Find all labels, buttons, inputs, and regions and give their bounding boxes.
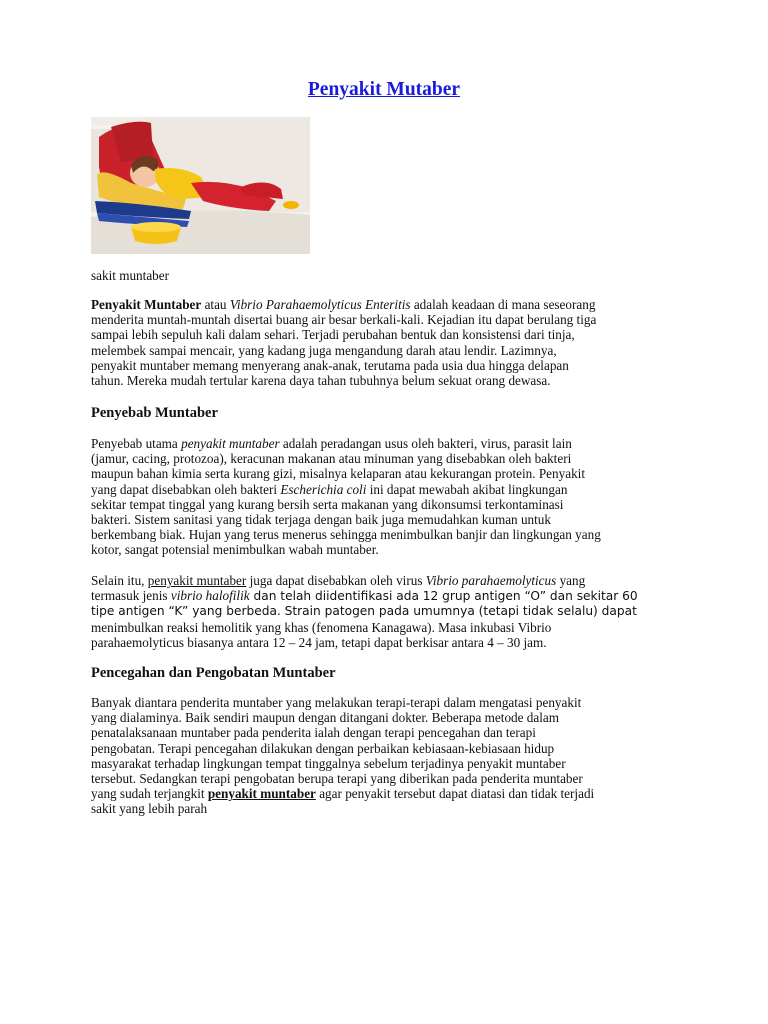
penyebab-paragraph-1: Penyebab utama penyakit muntaber adalah peradangan usus oleh bakteri, virus, parasit lain (jamur, cacing, protozoa), keracunan makanan atau minuman yang disebabkan oleh bakteri maupun bahan kimia serta kurang gizi, misalnya kelaparan atau kekurangan protein. Penyakit yang dapat disebabkan oleh bakteri Escherichia coli ini dapat mewabah akibat lingkungan sekitar tempat tinggal yang kurang bersih serta makanan yang dikonsumsi terkontaminasi bakteri. Sistem sanitasi yang tidak terjaga dengan baik juga memudahkan kuman untuk berkembang biak. Hujan yang terus menerus sehingga menimbulkan banjir dan lingkungan yang kotor, sangat potensial menimbulkan wabah muntaber.: [91, 436, 601, 558]
page-title[interactable]: Penyakit Mutaber: [307, 79, 461, 100]
intro-lead-bold: Penyakit Muntaber: [91, 297, 202, 312]
pencegahan-paragraph: Banyak diantara penderita muntaber yang melakukan terapi-terapi dalam mengatasi penyakit yang dialaminya. Baik sendiri maupun dengan ditangani dokter. Beberapa metode dalam penatalaksanaan muntaber pada penderita ialah dengan terapi pencegahan dan terapi pengobatan. Terapi pencegahan dilakukan dengan perbaikan kebiasaan-kebiasaan hidup masyarakat terhadap lingkungan tempat tinggalnya sebelum terjadinya penyakit muntaber tersebut. Sedangkan terapi pengobatan berupa terapi yang diberikan pada penderita muntaber yang sudah terjangkit penyakit muntaber agar penyakit tersebut dapat diatasi dan tidak terjadi sakit yang lebih parah: [91, 695, 595, 817]
section-heading-pencegahan: Pencegahan dan Pengobatan Muntaber: [91, 665, 336, 681]
penyakit-muntaber-link[interactable]: penyakit muntaber: [147, 573, 247, 588]
section-heading-penyebab: Penyebab Muntaber: [91, 405, 218, 421]
intro-lead-italic: Vibrio Parahaemolyticus Enteritis: [229, 297, 411, 312]
child-sleeping-photo: [91, 117, 310, 254]
image-caption: sakit muntaber: [91, 268, 170, 283]
penyebab-paragraph-2: Selain itu, penyakit muntaber juga dapat disebabkan oleh virus Vibrio parahaemolyticus yang termasuk jenis vibrio halofilik dan telah diidentifikasi ada 12 grup antigen “O” dan sekitar 60 tipe antigen “K” yang berbeda. Strain patogen pada umumnya (tetapi tidak selalu) dapat menimbulkan reaksi hemolitik yang khas (fenomena Kanagawa). Masa inkubasi Vibrio parahaemolyticus biasanya antara 12 – 24 jam, tetapi dapat berkisar antara 4 – 30 jam.: [91, 573, 638, 650]
intro-paragraph: Penyakit Muntaber atau Vibrio Parahaemolyticus Enteritis adalah keadaan di mana seseorang menderita muntah-muntah disertai buang air besar berkali-kali. Kejadian itu dapat berulang tiga sampai lebih sepuluh kali dalam sehari. Terjadi perubahan bentuk dan konsistensi dari tinja, melembek sampai mencair, yang kadang juga mengandung darah atau lendir. Lazimnya, penyakit muntaber memang menyerang anak-anak, terutama pada usia dua hingga delapan tahun. Mereka mudah tertular karena daya tahan tubuhnya belum sekuat orang dewasa.: [91, 297, 597, 389]
penyakit-muntaber-bold-link[interactable]: penyakit muntaber: [207, 786, 316, 802]
